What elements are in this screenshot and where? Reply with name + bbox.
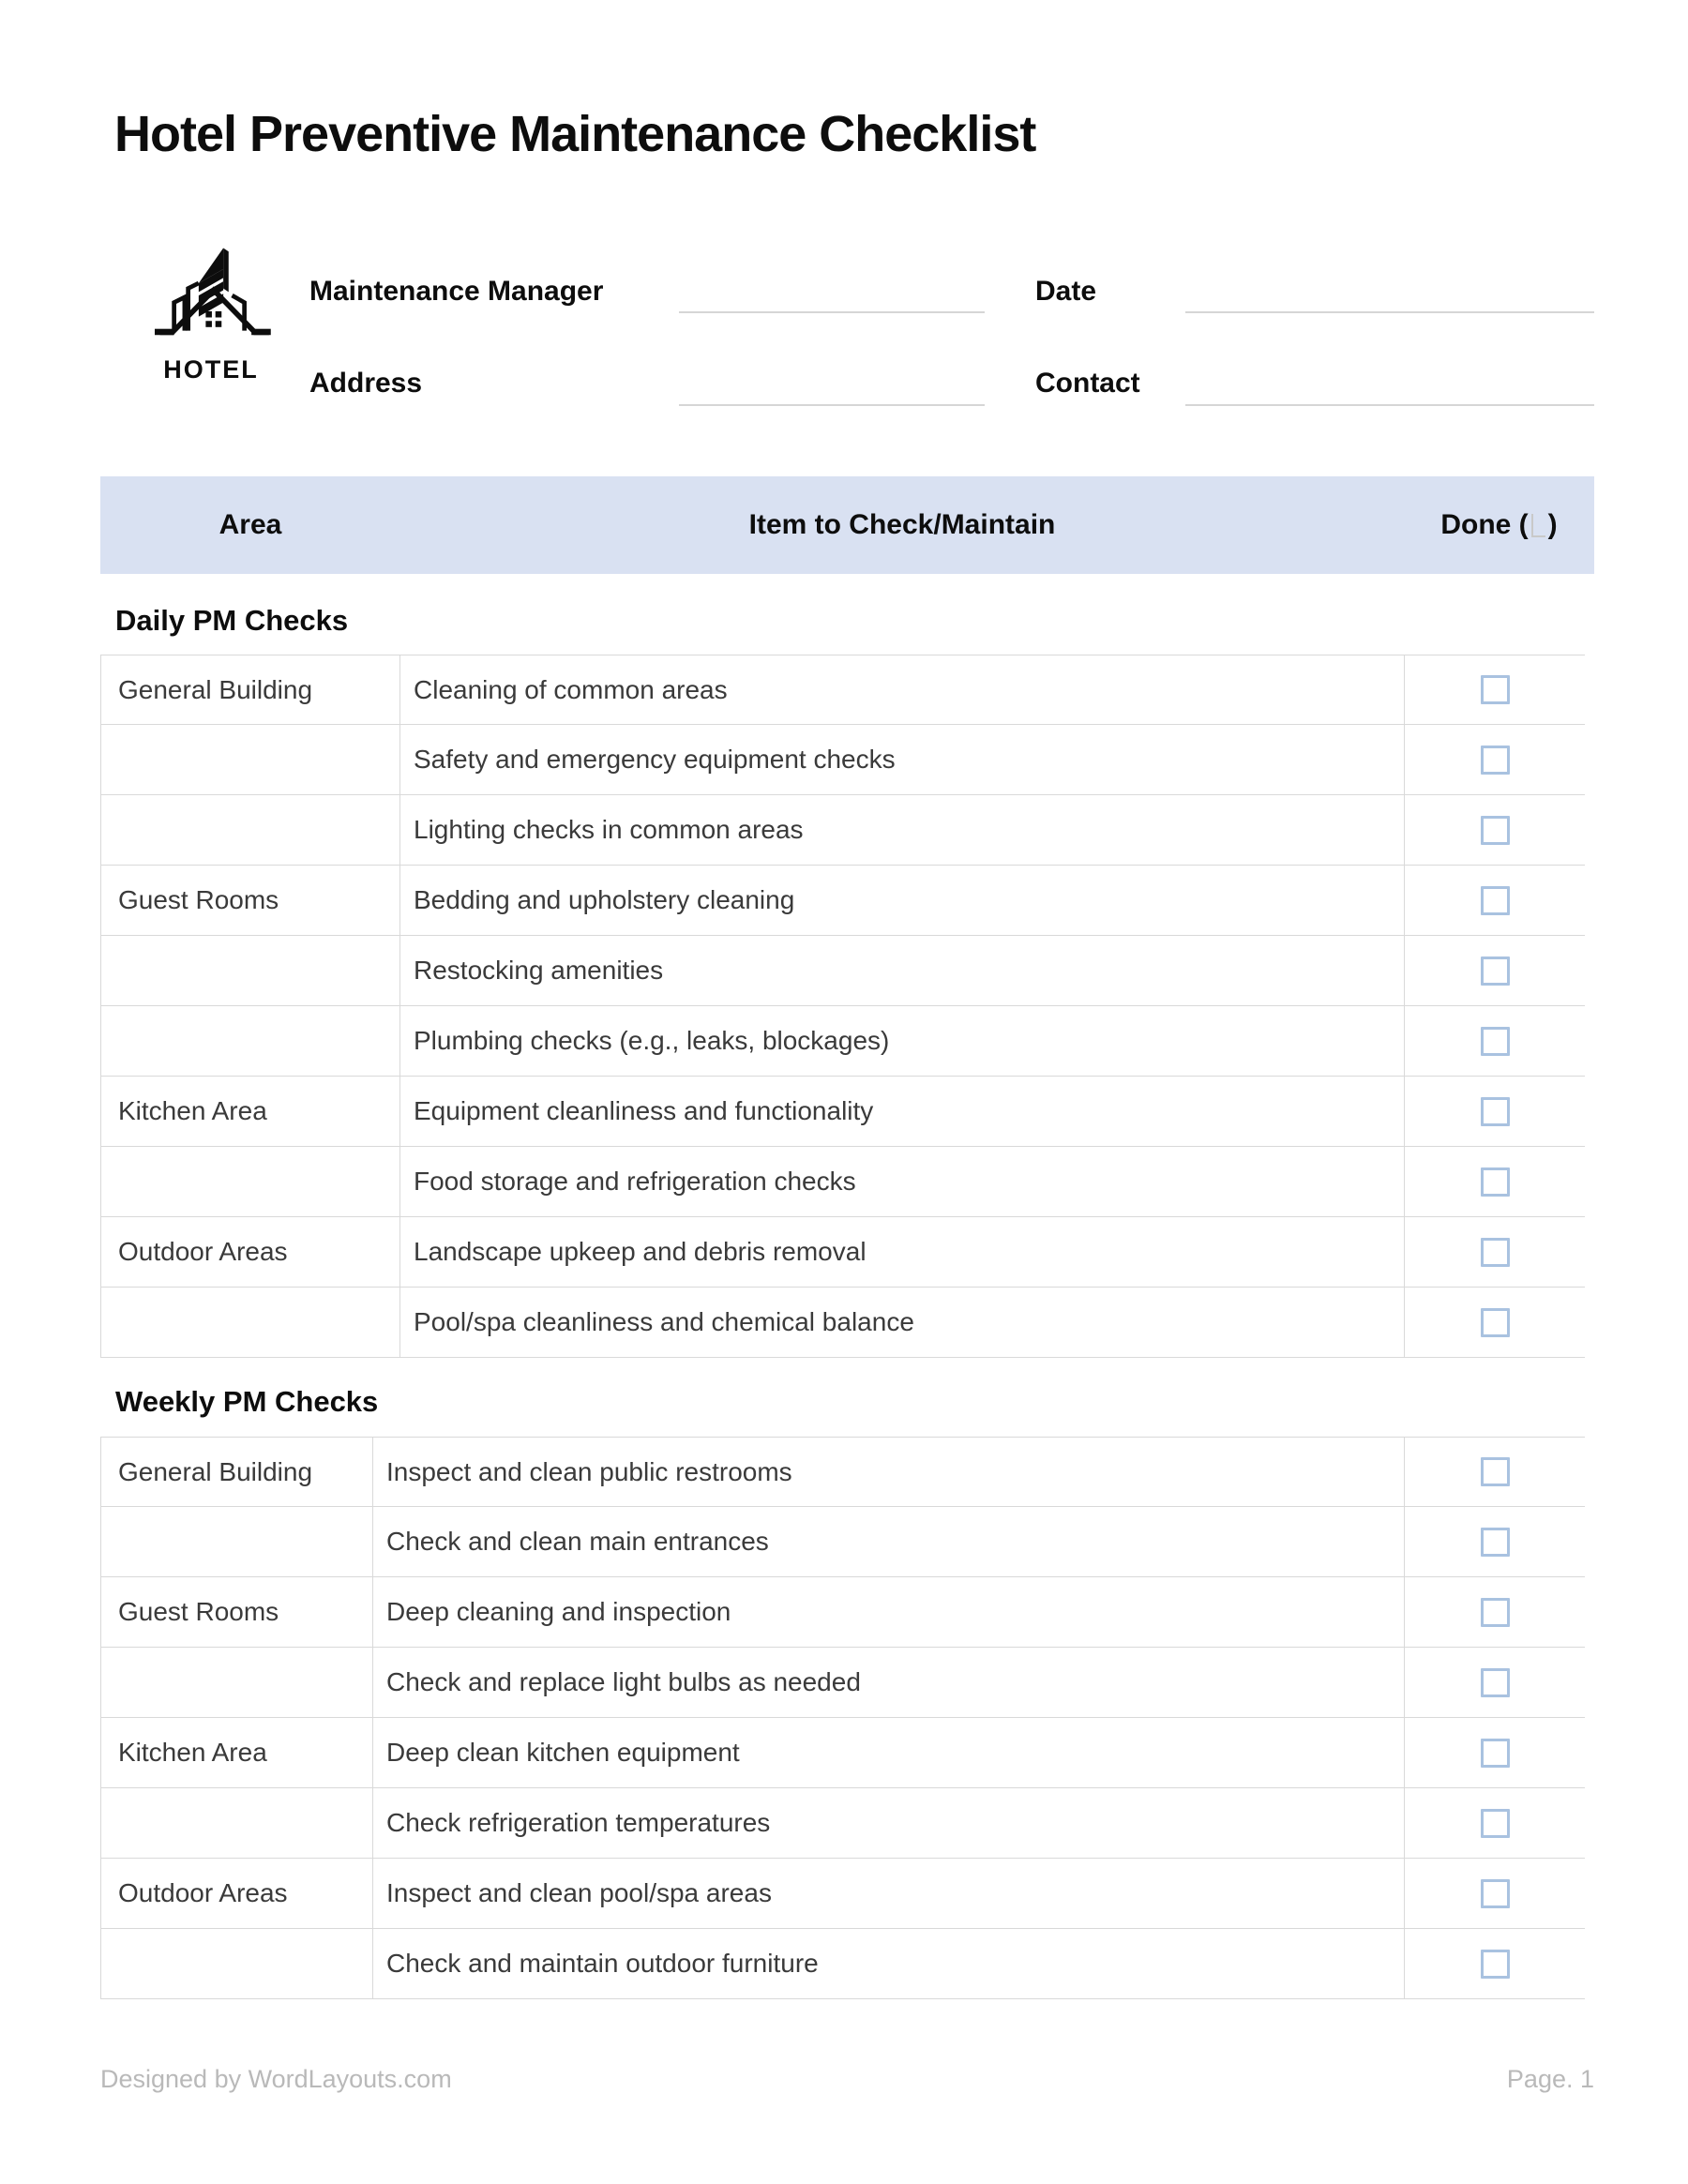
- done-cell: [1404, 725, 1585, 794]
- item-cell: Deep clean kitchen equipment: [386, 1738, 740, 1767]
- done-cell: [1404, 1507, 1585, 1576]
- table-row: [100, 725, 1585, 795]
- area-cell: Guest Rooms: [100, 866, 400, 935]
- item-cell: Check and maintain outdoor furniture: [386, 1949, 819, 1978]
- area-cell: [100, 1006, 400, 1076]
- done-checkbox[interactable]: [1481, 1457, 1510, 1486]
- item-cell: Plumbing checks (e.g., leaks, blockages): [414, 1026, 890, 1055]
- done-cell: [1404, 1006, 1585, 1076]
- area-cell: [100, 725, 400, 794]
- done-checkbox[interactable]: [1481, 1167, 1510, 1197]
- date-input[interactable]: [1185, 311, 1594, 313]
- daily-checklist-table: [100, 655, 1585, 1358]
- table-row: [100, 1288, 1585, 1358]
- done-cell: [1404, 1288, 1585, 1357]
- done-cell: [1404, 1438, 1585, 1506]
- table-row: [100, 1788, 1585, 1859]
- done-cell: [1404, 1147, 1585, 1216]
- done-cell: [1404, 936, 1585, 1005]
- item-cell: Pool/spa cleanliness and chemical balance: [414, 1307, 914, 1336]
- table-row: [100, 936, 1585, 1006]
- area-cell: [100, 1788, 373, 1858]
- area-cell: [100, 936, 400, 1005]
- done-cell: [1404, 1859, 1585, 1928]
- maintenance-manager-input[interactable]: [679, 311, 985, 313]
- done-checkbox[interactable]: [1481, 675, 1510, 704]
- area-cell: Kitchen Area: [100, 1077, 400, 1146]
- contact-label: Contact: [1035, 368, 1140, 399]
- done-checkbox[interactable]: [1481, 1668, 1510, 1697]
- address-input[interactable]: [679, 404, 985, 406]
- done-checkbox[interactable]: [1481, 1528, 1510, 1557]
- item-cell: Check refrigeration temperatures: [386, 1808, 771, 1837]
- maintenance-manager-label: Maintenance Manager: [309, 276, 604, 307]
- table-header-row: [100, 476, 1594, 574]
- table-row: [100, 1507, 1585, 1577]
- done-cell: [1404, 1217, 1585, 1287]
- done-checkbox[interactable]: [1481, 1950, 1510, 1979]
- done-checkbox[interactable]: [1481, 1879, 1510, 1908]
- done-checkbox[interactable]: [1481, 956, 1510, 986]
- item-cell: Inspect and clean public restrooms: [386, 1456, 792, 1486]
- area-cell: Guest Rooms: [100, 1577, 373, 1647]
- contact-input[interactable]: [1185, 404, 1594, 406]
- done-cell: [1404, 1077, 1585, 1146]
- table-row: [100, 866, 1585, 936]
- item-cell: Safety and emergency equipment checks: [414, 745, 896, 774]
- area-cell: Outdoor Areas: [100, 1859, 373, 1928]
- column-header-area: Area: [219, 509, 282, 540]
- done-cell: [1404, 1788, 1585, 1858]
- area-cell: [100, 1288, 400, 1357]
- section-title-daily: Daily PM Checks: [115, 604, 349, 637]
- area-cell: [100, 1648, 373, 1717]
- area-cell: [100, 1147, 400, 1216]
- section-title-weekly: Weekly PM Checks: [115, 1385, 379, 1418]
- item-cell: Restocking amenities: [414, 956, 664, 985]
- table-row: [100, 795, 1585, 866]
- table-row: [100, 1077, 1585, 1147]
- hotel-logo: [131, 239, 291, 384]
- hotel-logo-label: HOTEL: [163, 355, 259, 384]
- done-checkbox[interactable]: [1481, 1027, 1510, 1056]
- area-cell: Kitchen Area: [100, 1718, 373, 1787]
- item-cell: Food storage and refrigeration checks: [414, 1167, 856, 1196]
- done-cell: [1404, 655, 1585, 724]
- item-cell: Deep cleaning and inspection: [386, 1597, 731, 1626]
- table-row: [100, 1718, 1585, 1788]
- area-cell: Outdoor Areas: [100, 1217, 400, 1287]
- done-checkbox[interactable]: [1481, 1238, 1510, 1267]
- done-cell: [1404, 1929, 1585, 1998]
- area-cell: General Building: [100, 655, 400, 724]
- item-cell: Cleaning of common areas: [414, 674, 728, 704]
- area-cell: [100, 795, 400, 865]
- table-row: [100, 1006, 1585, 1077]
- hotel-building-icon: [131, 239, 291, 354]
- item-cell: Check and replace light bulbs as needed: [386, 1667, 861, 1696]
- done-cell: [1404, 1648, 1585, 1717]
- table-row: [100, 1147, 1585, 1217]
- done-checkbox[interactable]: [1481, 1809, 1510, 1838]
- item-cell: Lighting checks in common areas: [414, 815, 804, 844]
- checkbox-glyph-icon: [1531, 514, 1545, 537]
- area-cell: [100, 1929, 373, 1998]
- footer-page-number: Page. 1: [1506, 2065, 1594, 2093]
- done-checkbox[interactable]: [1481, 816, 1510, 845]
- table-row: [100, 1437, 1585, 1507]
- done-checkbox[interactable]: [1481, 886, 1510, 915]
- column-header-item: Item to Check/Maintain: [748, 509, 1056, 540]
- item-cell: Landscape upkeep and debris removal: [414, 1237, 867, 1266]
- table-row: [100, 1859, 1585, 1929]
- column-header-done: Done ( ): [1440, 509, 1558, 540]
- area-cell: [100, 1507, 373, 1576]
- table-row: [100, 1577, 1585, 1648]
- item-cell: Equipment cleanliness and functionality: [414, 1096, 874, 1125]
- item-cell: Check and clean main entrances: [386, 1527, 769, 1556]
- area-cell: General Building: [100, 1438, 373, 1506]
- done-checkbox[interactable]: [1481, 1308, 1510, 1337]
- table-row: [100, 1648, 1585, 1718]
- done-cell: [1404, 866, 1585, 935]
- done-checkbox[interactable]: [1481, 1598, 1510, 1627]
- done-cell: [1404, 1577, 1585, 1647]
- table-row: [100, 1217, 1585, 1288]
- table-row: [100, 655, 1585, 725]
- footer-credit: Designed by WordLayouts.com: [100, 2065, 452, 2093]
- weekly-checklist-table: [100, 1437, 1585, 1999]
- item-cell: Bedding and upholstery cleaning: [414, 885, 795, 914]
- done-checkbox[interactable]: [1481, 1097, 1510, 1126]
- done-checkbox[interactable]: [1481, 1739, 1510, 1768]
- table-row: [100, 1929, 1585, 1999]
- item-cell: Inspect and clean pool/spa areas: [386, 1878, 772, 1907]
- page-title: Hotel Preventive Maintenance Checklist: [114, 106, 1036, 162]
- address-label: Address: [309, 368, 423, 399]
- done-checkbox[interactable]: [1481, 746, 1510, 775]
- done-cell: [1404, 795, 1585, 865]
- done-cell: [1404, 1718, 1585, 1787]
- date-label: Date: [1035, 276, 1097, 307]
